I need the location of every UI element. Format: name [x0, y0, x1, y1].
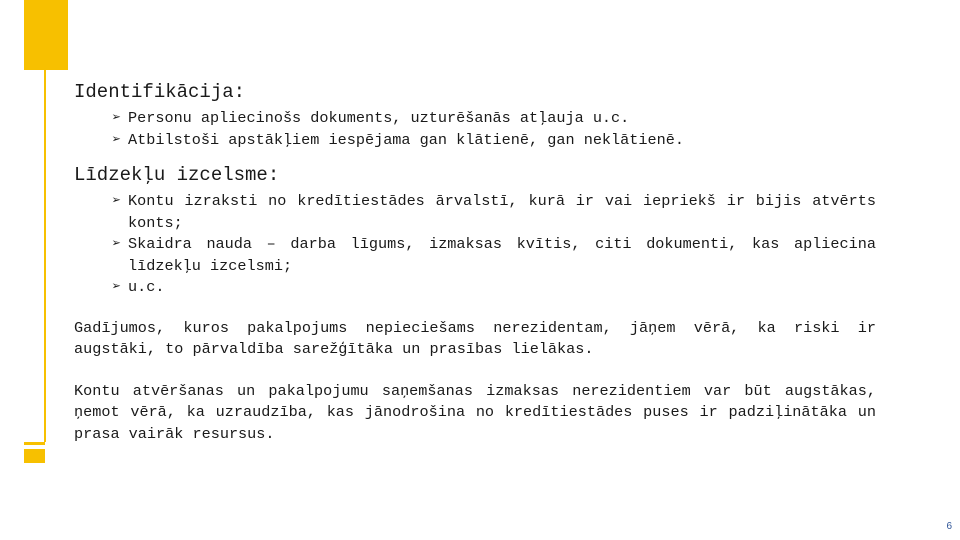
list-item: ➢ u.c. — [74, 277, 876, 299]
arrow-bullet-icon: ➢ — [112, 131, 122, 149]
arrow-bullet-icon: ➢ — [112, 236, 122, 253]
accent-line-side — [44, 70, 46, 442]
paragraph-costs: Kontu atvēršanas un pakalpojumu saņemšanas izmaksas nerezidentiem var būt augstākas, ņemot vērā, ka uzraudzība, kas jānodrošina no kredītiestādes puses ir padziļinātāka un prasa vairāk resursus. — [74, 381, 876, 443]
section-heading-identification: Identifikācija: — [74, 81, 246, 103]
arrow-bullet-icon: ➢ — [112, 193, 122, 210]
section-heading-funds-origin: Līdzekļu izcelsme: — [74, 164, 280, 186]
list-item: ➢ Kontu izraksti no kredītiestādes ārvalstī, kurā ir vai iepriekš ir bijis atvērts konts; — [112, 192, 876, 232]
slide-content — [74, 80, 876, 445]
paragraph-risks: Gadījumos, kuros pakalpojums nepieciešams nerezidentam, jāņem vērā, ka riski ir augstāki, to pārvaldība sarežģītāka un prasības lielākas. — [74, 318, 876, 358]
list-item: ➢ Skaidra nauda – darba līgums, izmaksas kvītis, citi dokumenti, kas apliecina līdzekļu izcelsmi; — [112, 235, 876, 275]
accent-line-bottom — [24, 442, 45, 445]
funds-origin-list — [74, 191, 876, 299]
arrow-bullet-icon: ➢ — [112, 110, 122, 127]
list-item: ➢ Atbilstoši apstākļiem iespējama gan klātienē, gan neklātienē. — [74, 130, 876, 152]
arrow-bullet-icon: ➢ — [112, 279, 122, 296]
list-item: ➢ Personu apliecinošs dokuments, uzturēšanās atļauja u.c. — [74, 108, 876, 130]
page-number: 6 — [946, 521, 952, 532]
identification-list — [74, 108, 876, 151]
accent-bar-top — [24, 0, 68, 70]
accent-bar-bottom — [24, 449, 45, 463]
